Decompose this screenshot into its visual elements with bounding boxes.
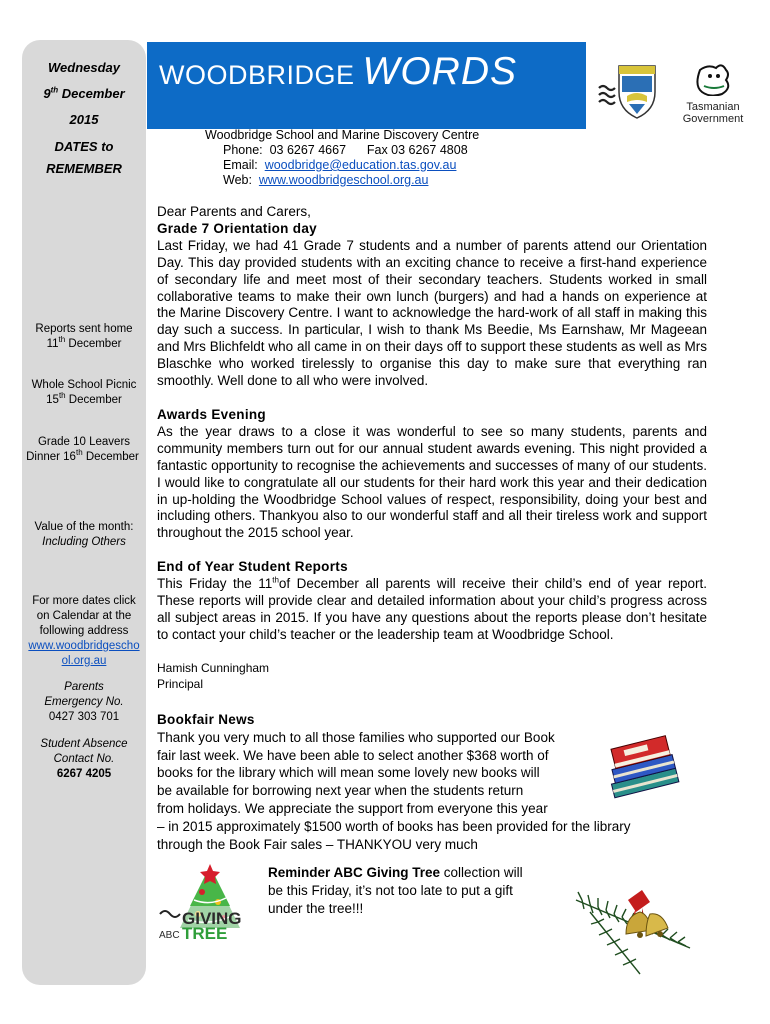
dates-to-remember-heading: DATES to REMEMBER bbox=[46, 139, 122, 176]
reports-body: This Friday the 11thof December all parents will receive their child’s end of year report. These reports will provide clear and detailed information about your child’s progress across all subject areas in 2015. If you have any questions about the reports please don’t hesitate to contact your child’s teacher or the leadership team at Woodbridge School. bbox=[157, 575, 708, 642]
website-link[interactable]: www.woodbridgeschool.org.au bbox=[258, 173, 429, 187]
orientation-section bbox=[157, 204, 707, 390]
bookfair-heading: Bookfair News bbox=[157, 712, 255, 727]
awards-heading: Awards Evening bbox=[157, 407, 266, 422]
greeting: Dear Parents and Carers, bbox=[157, 204, 311, 219]
tasmanian-government-logo: Tasmanian Government bbox=[678, 62, 748, 124]
tree-word: TREE bbox=[182, 924, 228, 942]
bookfair-section: Bookfair News Thank you very much to all those families who supported our Book fair last week. We have been able to select another $368 worth of books for the library which will mean some lovely new books will be available for borrowing next year when the students return from holidays. We appreciate the support from everyone this year – in 2015 approximately $1500 worth of books has been provided for the library through the Book Fair sales – THANKYOU very much bbox=[157, 711, 717, 853]
christmas-bells-icon bbox=[570, 878, 700, 978]
books-icon bbox=[598, 732, 688, 800]
email-link[interactable]: woodbridge@education.tas.gov.au bbox=[264, 158, 457, 172]
calendar-link-cont[interactable]: ol.org.au bbox=[61, 655, 107, 667]
giving-word: GIVING bbox=[182, 909, 242, 928]
orientation-body: Last Friday, we had 41 Grade 7 students and a number of parents attend our Orientation Day. This day provided students with an exciting chance to receive a first-hand experience of secondary life and meet most of their secondary teachers. Students worked in small collaborative teams to make their own lunch (burgers) and had a hands on experience at the Marine Discovery Centre. I want to acknowledge the hard-work of all staff in making this day such a success. In particular, I wish to thank Ms Beedie, Ms Earnshaw, Mr Mageean and Mrs Blichfeldt who all came in on their days off to support these students as well as Mrs Blaschke who worked tirelessly to organise this day to make sure that everything ran smoothly. Well done to all who were involved. bbox=[157, 237, 707, 389]
giving-tree-reminder: Reminder ABC Giving Tree collection will be this Friday, it’s not too late to put a gift under the tree!!! bbox=[268, 865, 523, 916]
school-crest-icon bbox=[597, 60, 659, 122]
day: Wednesday bbox=[47, 60, 120, 75]
picnic-date-item: Whole School Picnic 15th December bbox=[31, 379, 137, 406]
reports-date-item: Reports sent home 11th December bbox=[35, 323, 133, 350]
giving-tree-logo-icon bbox=[158, 862, 268, 942]
reports-section bbox=[157, 559, 707, 644]
abc-word: ABC bbox=[159, 930, 180, 941]
signature: Hamish Cunningham Principal bbox=[157, 661, 270, 691]
calendar-link[interactable]: www.woodbridgescho bbox=[28, 640, 140, 652]
student-absence: Student Absence Contact No. 6267 4205 bbox=[40, 738, 128, 780]
newsletter-date bbox=[22, 58, 146, 136]
newsletter-title: WOODBRIDGE WORDS bbox=[159, 50, 518, 93]
reports-heading: End of Year Student Reports bbox=[157, 559, 348, 574]
more-dates-info: For more dates click on Calendar at the following address www.woodbridgescho ol.org.au bbox=[22, 594, 146, 669]
orientation-heading: Grade 7 Orientation day bbox=[157, 220, 317, 236]
awards-section bbox=[157, 407, 707, 542]
date: 9th December bbox=[43, 85, 125, 101]
newsletter-banner bbox=[147, 42, 586, 129]
year: 2015 bbox=[69, 112, 99, 127]
parents-emergency: Parents Emergency No. 0427 303 701 bbox=[44, 681, 124, 723]
awards-body: As the year draws to a close it was wonderful to see so many students, parents and community members turn out for our annual student awards evening. This night provided a fantastic opportunity to recognise the achievements and successes of many of our students. I would like to congratulate all our students for their hard work this year and their dedication in up-holding the Woodbridge School values of respect, responsibility, doing your best and including others. Thankyou also to our wonderful staff and all their tireless work and support throughout the 2015 school year. bbox=[157, 423, 707, 541]
value-of-month: Value of the month: Including Others bbox=[34, 521, 134, 548]
tasmanian-devil-icon bbox=[678, 62, 748, 96]
school-contact: Woodbridge School and Marine Discovery Centre Phone: 03 6267 4667 Fax 03 6267 4808 Email: woodbridge@education.tas.gov.au Web: www.woodbridgeschool.org.au bbox=[205, 128, 480, 187]
leavers-date-item: Grade 10 Leavers Dinner 16th December bbox=[26, 436, 139, 463]
sidebar-panel bbox=[22, 40, 146, 985]
